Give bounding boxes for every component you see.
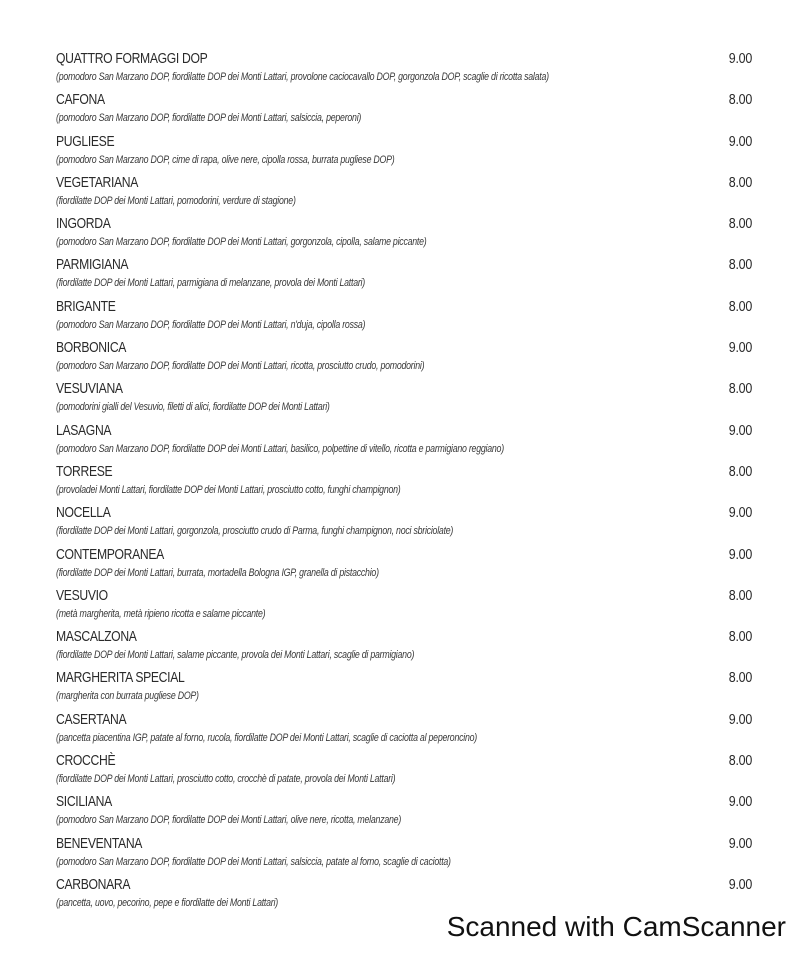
menu-item-description: (fiordilatte DOP dei Monti Lattari, salame piccante, provola dei Monti Lattari, scaglie di parmigiano) <box>56 649 415 662</box>
pizza-menu-list <box>56 49 752 916</box>
menu-item <box>56 462 752 503</box>
menu-item-row <box>56 173 752 193</box>
menu-item <box>56 668 752 709</box>
menu-item-name: QUATTRO FORMAGGI DOP <box>56 51 208 67</box>
menu-item-description: (pomodorini gialli del Vesuvio, filetti di alici, fiordilatte DOP dei Monti Lattari) <box>56 401 330 414</box>
menu-item <box>56 834 752 875</box>
menu-item-name: MASCALZONA <box>56 629 137 646</box>
menu-item-description: (fiordilatte DOP dei Monti Lattari, gorgonzola, prosciutto crudo di Parma, funghi champignon, noci sbriciolate) <box>56 525 454 538</box>
menu-item <box>56 792 752 833</box>
menu-item <box>56 379 752 420</box>
menu-item-row <box>56 255 752 275</box>
menu-item-price: 9.00 <box>728 133 752 150</box>
menu-item <box>56 173 752 214</box>
menu-item-description: (pomodoro San Marzano DOP, fiordilatte DOP dei Monti Lattari, salsiccia, patate al forno, scaglie di caciotta) <box>56 855 451 868</box>
menu-item-price: 9.00 <box>728 835 752 852</box>
menu-item-name: CAFONA <box>56 92 105 109</box>
menu-item-name: VEGETARIANA <box>56 174 139 191</box>
menu-item-row <box>56 49 752 69</box>
menu-item-name: SICILIANA <box>56 794 112 811</box>
menu-item <box>56 545 752 586</box>
menu-item-row <box>56 627 752 647</box>
menu-item-row <box>56 132 752 152</box>
menu-item-description: (pancetta piacentina IGP, patate al forno, rucola, fiordilatte DOP dei Monti Lattari, scaglie di caciotta al peperoncino) <box>56 731 477 744</box>
menu-item <box>56 214 752 255</box>
menu-item-price: 9.00 <box>728 876 752 893</box>
menu-item-price: 9.00 <box>728 711 752 728</box>
menu-item-description: (pomodoro San Marzano DOP, fiordilatte DOP dei Monti Lattari, gorgonzola, cipolla, salame piccante) <box>56 236 427 249</box>
menu-item-price: 9.00 <box>728 794 752 811</box>
menu-item <box>56 710 752 751</box>
menu-item-row <box>56 875 752 895</box>
menu-item-row <box>56 503 752 523</box>
menu-item-name: CONTEMPORANEA <box>56 546 164 563</box>
menu-item-row <box>56 545 752 565</box>
menu-item <box>56 503 752 544</box>
menu-item-description: (pomodoro San Marzano DOP, fiordilatte DOP dei Monti Lattari, salsiccia, peperoni) <box>56 112 362 125</box>
menu-item-row <box>56 462 752 482</box>
menu-item-row <box>56 586 752 606</box>
menu-item-description: (pancetta, uovo, pecorino, pepe e fiordilatte dei Monti Lattari) <box>56 896 278 909</box>
menu-item-price: 8.00 <box>728 463 752 480</box>
menu-item-description: (fiordilatte DOP dei Monti Lattari, prosciutto cotto, crocchè di patate, provola dei Monti Lattari) <box>56 773 396 786</box>
menu-item-name: TORRESE <box>56 463 113 480</box>
menu-item-name: INGORDA <box>56 216 111 233</box>
menu-item-name: LASAGNA <box>56 422 112 439</box>
menu-item-price: 9.00 <box>728 422 752 439</box>
menu-item-price: 9.00 <box>728 546 752 563</box>
menu-item-price: 9.00 <box>728 505 752 522</box>
menu-item <box>56 421 752 462</box>
menu-item-price: 8.00 <box>728 298 752 315</box>
menu-item-description: (pomodoro San Marzano DOP, fiordilatte DOP dei Monti Lattari, provolone caciocavallo DOP, gorgonzola DOP, scaglie di ricotta salata) <box>56 71 549 83</box>
menu-item-price: 9.00 <box>728 51 752 67</box>
menu-item <box>56 255 752 296</box>
menu-item-row <box>56 710 752 730</box>
menu-item-name: BORBONICA <box>56 340 127 357</box>
menu-item-name: PUGLIESE <box>56 133 115 150</box>
menu-item-row <box>56 421 752 441</box>
menu-item-price: 8.00 <box>728 216 752 233</box>
menu-item-row <box>56 751 752 771</box>
menu-item-row <box>56 379 752 399</box>
menu-item-name: CASERTANA <box>56 711 127 728</box>
menu-item-row <box>56 90 752 110</box>
menu-item-name: CROCCHÈ <box>56 753 116 770</box>
menu-item-description: (fiordilatte DOP dei Monti Lattari, pomodorini, verdure di stagione) <box>56 194 296 207</box>
menu-item <box>56 49 752 90</box>
menu-item-name: CARBONARA <box>56 876 131 893</box>
menu-item-name: VESUVIO <box>56 587 108 604</box>
menu-item-price: 8.00 <box>728 753 752 770</box>
menu-item-price: 8.00 <box>728 92 752 109</box>
menu-item <box>56 132 752 173</box>
menu-item-description: (provoladei Monti Lattari, fiordilatte DOP dei Monti Lattari, prosciutto cotto, funghi champignon) <box>56 483 401 496</box>
menu-item-description: (fiordilatte DOP dei Monti Lattari, burrata, mortadella Bologna IGP, granella di pistacchio) <box>56 566 379 579</box>
menu-item-price: 8.00 <box>728 587 752 604</box>
menu-item <box>56 586 752 627</box>
menu-item-description: (pomodoro San Marzano DOP, cime di rapa, olive nere, cipolla rossa, burrata pugliese DOP) <box>56 153 395 166</box>
menu-item-price: 8.00 <box>728 670 752 687</box>
menu-item-price: 9.00 <box>728 340 752 357</box>
menu-item-row <box>56 297 752 317</box>
menu-item <box>56 297 752 338</box>
menu-item-row <box>56 214 752 234</box>
menu-item-description: (pomodoro San Marzano DOP, fiordilatte DOP dei Monti Lattari, olive nere, ricotta, melanzane) <box>56 814 402 827</box>
menu-item-name: PARMIGIANA <box>56 257 129 274</box>
menu-item <box>56 338 752 379</box>
menu-item-price: 8.00 <box>728 629 752 646</box>
menu-item-description: (pomodoro San Marzano DOP, fiordilatte DOP dei Monti Lattari, n'duja, cipolla rossa) <box>56 318 366 331</box>
menu-item-name: VESUVIANA <box>56 381 123 398</box>
menu-item-price: 8.00 <box>728 257 752 274</box>
menu-item-description: (metà margherita, metà ripieno ricotta e salame piccante) <box>56 607 266 620</box>
menu-item-name: MARGHERITA SPECIAL <box>56 670 185 687</box>
menu-item-description: (fiordilatte DOP dei Monti Lattari, parmigiana di melanzane, provola dei Monti Lattari) <box>56 277 365 290</box>
menu-item-row <box>56 792 752 812</box>
menu-item-row <box>56 834 752 854</box>
menu-item-name: NOCELLA <box>56 505 111 522</box>
menu-item <box>56 90 752 131</box>
menu-item-price: 8.00 <box>728 381 752 398</box>
camscanner-watermark: Scanned with CamScanner <box>446 911 786 942</box>
menu-item-description: (pomodoro San Marzano DOP, fiordilatte DOP dei Monti Lattari, ricotta, prosciutto crudo, pomodorini) <box>56 360 425 373</box>
menu-item-price: 8.00 <box>728 174 752 191</box>
menu-item <box>56 627 752 668</box>
menu-item-row <box>56 338 752 358</box>
menu-item-description: (margherita con burrata pugliese DOP) <box>56 690 199 703</box>
menu-item-row <box>56 668 752 688</box>
menu-item-name: BRIGANTE <box>56 298 116 315</box>
menu-item-description: (pomodoro San Marzano DOP, fiordilatte DOP dei Monti Lattari, basilico, polpettine di vitello, ricotta e parmigiano reggiano) <box>56 442 504 455</box>
menu-item-name: BENEVENTANA <box>56 835 143 852</box>
menu-item <box>56 751 752 792</box>
